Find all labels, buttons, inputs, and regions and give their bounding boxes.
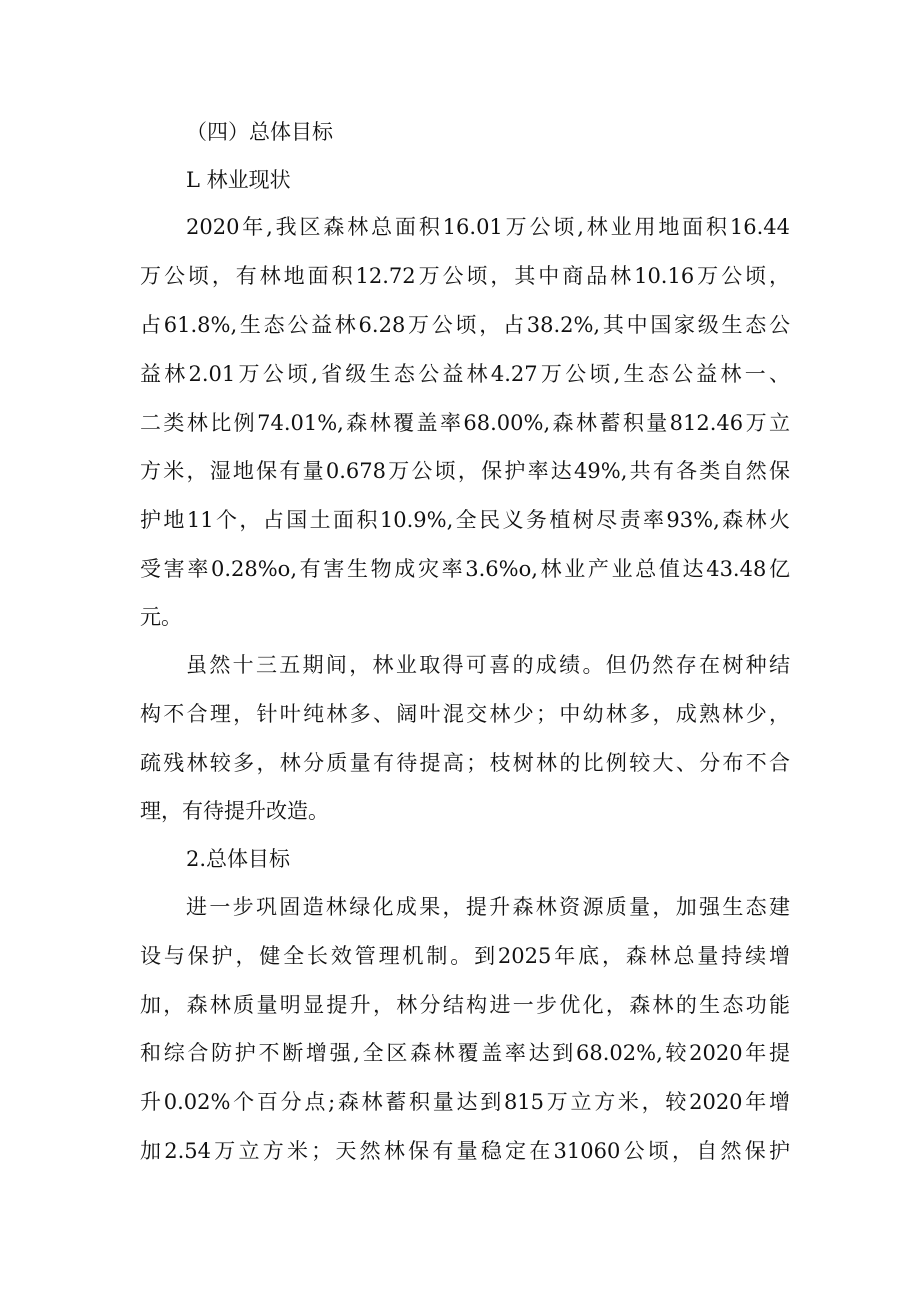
para3-line-5: 升0.02%个百分点;森林蓄积量达到815万立方米，较2020年增: [140, 1090, 790, 1114]
para3-line-3: 加，森林质量明显提升，林分结构进一步优化，森林的生态功能: [140, 993, 790, 1017]
para3-line-2: 设与保护，健全长效管理机制。到2025年底，森林总量持续增: [140, 944, 790, 968]
para1-line-8: 受害率0.28%o,有害生物成灾率3.6%o,林业产业总值达43.48亿: [140, 557, 790, 581]
para1-line-7: 护地11个，占国土面积10.9%,全民义务植树尽责率93%,森林火: [140, 508, 790, 532]
para2-line-2: 构不合理，针叶纯林多、阔叶混交林少；中幼林多，成熟林少，: [140, 702, 790, 726]
subsection-heading-overall-goal: 2.总体目标: [186, 847, 291, 871]
para1-line-3: 占61.8%,生态公益林6.28万公顷，占38.2%,其中国家级生态公: [140, 313, 790, 337]
section-heading: （四）总体目标: [186, 120, 333, 144]
para2-line-4: 理，有待提升改造。: [140, 799, 329, 823]
para1-line-2: 万公顷，有林地面积12.72万公顷，其中商品林10.16万公顷，: [140, 264, 790, 288]
para3-line-1: 进一步巩固造林绿化成果，提升森林资源质量，加强生态建: [186, 895, 790, 919]
para1-line-4: 益林2.01万公顷,省级生态公益林4.27万公顷,生态公益林一、: [140, 362, 790, 386]
para2-line-3: 疏残林较多，林分质量有待提高；枝树林的比例较大、分布不合: [140, 751, 790, 775]
para1-line-9: 元。: [140, 605, 182, 629]
para1-line-1: 2020年,我区森林总面积16.01万公顷,林业用地面积16.44: [186, 215, 790, 239]
para1-line-5: 二类林比例74.01%,森林覆盖率68.00%,森林蓄积量812.46万立: [140, 411, 790, 435]
para3-line-4: 和综合防护不断增强,全区森林覆盖率达到68.02%,较2020年提: [140, 1041, 790, 1065]
para3-line-6: 加2.54万立方米；天然林保有量稳定在31060公顷，自然保护: [140, 1139, 790, 1163]
para1-line-6: 方米，湿地保有量0.678万公顷，保护率达49%,共有各类自然保: [140, 459, 790, 483]
subsection-heading-forestry-status: L 林业现状: [186, 168, 291, 192]
para2-line-1: 虽然十三五期间，林业取得可喜的成绩。但仍然存在树种结: [186, 653, 790, 677]
